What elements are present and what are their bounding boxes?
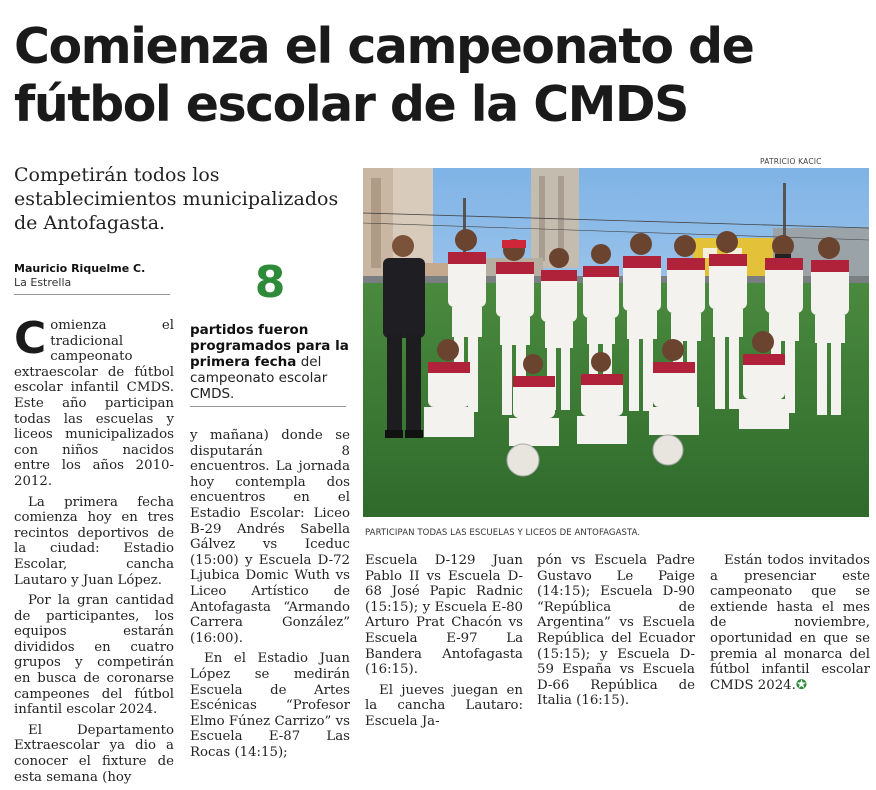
paragraph-text: omienza el tradicional campeonato extraescolar de fútbol escolar infantil CMDS. Este año participan todas las escuelas y liceos municipalizados con niños nacidos entre los años 2010-2012. <box>14 318 174 489</box>
article-column-3 <box>365 553 523 735</box>
byline <box>14 262 145 290</box>
factbox <box>190 322 350 402</box>
team-photo <box>363 168 869 517</box>
paragraph: El jueves juegan en la cancha Lautaro: Escuela Ja- <box>365 682 523 729</box>
photo-caption: PARTICIPAN TODAS LAS ESCUELAS Y LICEOS DE ANTOFAGASTA. <box>365 528 641 538</box>
article-column-1 <box>14 313 174 790</box>
end-mark-icon: ✪ <box>795 677 808 693</box>
divider <box>14 294 170 295</box>
paragraph: Escuela D-129 Juan Pablo II vs Escuela D-68 José Papic Radnic (15:15); y Escuela E-80 Arturo Prat Chacón vs Escuela E-97 La Bandera Antofagasta (16:15). <box>365 553 523 678</box>
byline-author: Mauricio Riquelme C. <box>14 262 146 275</box>
subhead: Competirán todos los establecimientos municipalizados de Antofagasta. <box>14 164 339 234</box>
paragraph <box>14 313 174 490</box>
photo-credit: PATRICIO KACIC <box>760 157 822 166</box>
byline-publication: La Estrella <box>14 276 72 289</box>
headline: Comienza el campeonato de fútbol escolar de la CMDS <box>14 18 754 133</box>
paragraph: En el Estadio Juan López se medirán Escuela de Artes Escénicas “Profesor Elmo Fúnez Carrizo” vs Escuela E-87 Las Rocas (14:15); <box>190 651 350 760</box>
paragraph: El Departamento Extraescolar ya dio a conocer el fixture de esta semana (hoy <box>14 722 174 785</box>
factbox-bold-text: partidos fueron programados para la primera fecha <box>190 322 349 370</box>
paragraph: La primera fecha comienza hoy en tres recintos deportivos de la ciudad: Estadio Escolar, cancha Lautaro y Juan López. <box>14 494 174 588</box>
article-column-5 <box>710 553 870 698</box>
paragraph-text: Están todos invitados a presenciar este campeonato que se extiende hasta el mes de noviembre, oportunidad en que se premia al monarca del fútbol infantil escolar CMDS 2024. <box>710 553 870 693</box>
paragraph: y mañana) donde se disputarán 8 encuentros. La jornada hoy contempla dos encuentros en el Estadio Escolar: Liceo B-29 Andrés Sabella Gálvez vs Iceduc (15:00) y Escuela D-72 Ljubica Domic Wuth vs Liceo Artístico de Antofagasta “Armando Carrera González” (16:00). <box>190 428 350 646</box>
factbox-number: 8 <box>254 257 286 308</box>
paragraph: Por la gran cantidad de participantes, los equipos estarán divididos en cuatro grupos y competirán en busca de coronarse campeones del fútbol infantil escolar 2024. <box>14 593 174 718</box>
divider <box>190 406 346 407</box>
paragraph <box>710 553 870 693</box>
article-column-2 <box>190 428 350 765</box>
factbox-text: del campeonato escolar CMDS. <box>190 354 328 402</box>
paragraph: pón vs Escuela Padre Gustavo Le Paige (14:15); Escuela D-90 “República de Argentina” vs Escuela República del Ecuador (15:15); y Escuela D-59 España vs Escuela D-66 República de Italia (16:15). <box>537 553 695 709</box>
drop-cap: C <box>14 313 47 364</box>
